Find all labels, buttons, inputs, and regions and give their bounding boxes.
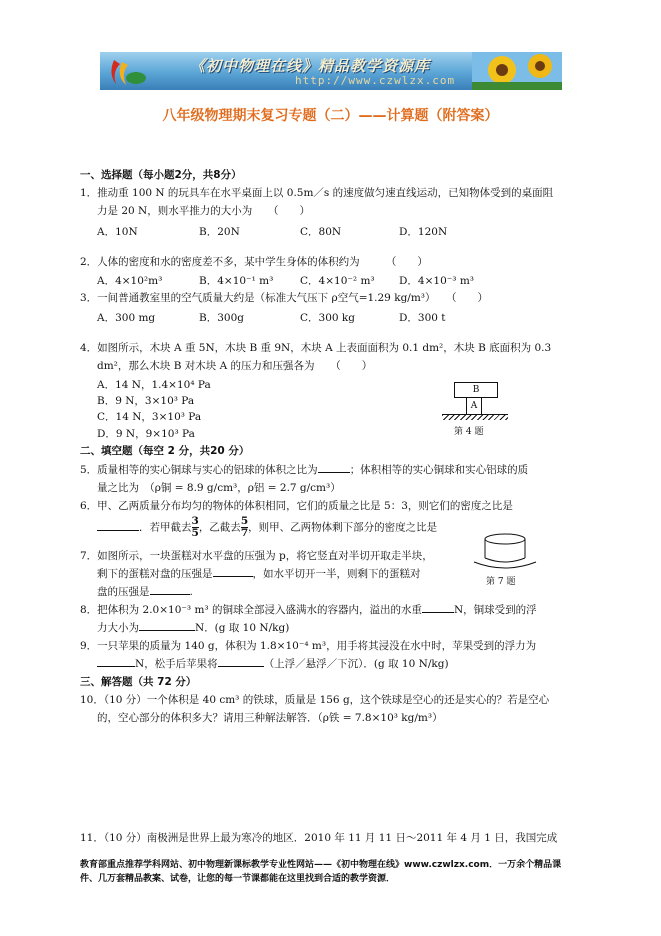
question-fragment: （上浮／悬浮／下沉）．(g 取 10 N/kg) (263, 658, 449, 670)
answer-blank[interactable] (218, 656, 264, 667)
option: A．10N (97, 226, 138, 238)
question-text: 力是 20 N，则水平推力的大小为 （ ） (97, 205, 310, 217)
fraction-numerator: 3 (191, 515, 199, 527)
option: D．120N (399, 226, 448, 238)
answer-blank[interactable] (150, 584, 190, 595)
fraction (192, 516, 199, 539)
banner-title: 《初中物理在线》精品教学资源库 (190, 57, 431, 75)
question-fragment: 盘的压强是 (97, 586, 150, 598)
question-fragment: ，如水平切开一半，则剩下的蛋糕对 (252, 568, 421, 580)
question-text (97, 656, 449, 671)
question-text: 10．（10 分）一个体积是 40 cm³ 的铁球，质量是 156 g，这个铁球是空心的还是实心的？若是空心 (80, 694, 550, 706)
question-fragment: . (189, 586, 193, 598)
question-text (97, 566, 421, 581)
answer-blank[interactable] (97, 656, 135, 667)
option: A．14 N，1.4×10⁴ Pa (97, 379, 211, 391)
fraction-denominator: 7 (240, 527, 249, 539)
question-text: 的，空心部分的体积多大？请用三种解法解答．（ρ铁 = 7.8×10³ kg/m³） (97, 712, 443, 724)
option: B．4×10⁻¹ m³ (199, 275, 274, 287)
question-text: 3．一间普通教室里的空气质量大约是（标准大气压下 ρ空气=1.29 kg/m³） （ ） (80, 292, 488, 304)
cake-drawing (470, 530, 540, 576)
question-text: 11．（10 分）南极洲是世界上最为寒冷的地区．2010 年 11 月 11 日～2011 年 4 月 1 日，我国完成 (80, 832, 558, 844)
question-text: 1．推动重 100 N 的玩具车在水平桌面上以 0.5m／s 的速度做匀速直线运动，已知物体受到的桌面阻 (80, 187, 554, 199)
option: A．300 mg (97, 312, 156, 324)
footer-line: 教育部重点推荐学科网站、初中物理新课标教学专业性网站——《初中物理在线》www.czwlzx.com．一万余个精品课 (80, 860, 562, 870)
section-heading: 二、填空题（每空 2 分，共20 分） (80, 445, 250, 457)
ground-hatch (442, 415, 508, 420)
header-banner (100, 52, 562, 90)
fraction-denominator: 5 (191, 527, 199, 539)
option: D．4×10⁻³ m³ (399, 275, 475, 287)
answer-blank[interactable] (97, 520, 139, 531)
question-fragment: ；体积相等的实心铜球和实心铝球的质 (349, 464, 529, 476)
fraction-numerator: 5 (240, 515, 249, 527)
question-text (97, 516, 437, 539)
question-fragment: 力大小为 (97, 622, 139, 634)
banner-url[interactable]: http://www.czwlzx.com (295, 74, 456, 87)
answer-blank[interactable] (422, 602, 454, 613)
figure-7 (470, 530, 540, 588)
option: D．9 N，9×10³ Pa (97, 428, 195, 440)
answer-blank[interactable] (213, 566, 253, 577)
sunflower-icon (472, 52, 562, 90)
question-text (80, 462, 528, 477)
section-heading: 一、选择题（每小题2分，共8分） (80, 169, 242, 181)
option: C．14 N，3×10³ Pa (97, 411, 202, 423)
option: C．80N (300, 226, 342, 238)
question-fragment: ．若甲截去 (139, 521, 192, 534)
answer-blank[interactable] (139, 620, 195, 631)
option: C．4×10⁻² m³ (300, 275, 375, 287)
question-fragment: N．(g 取 10 N/kg) (195, 622, 290, 634)
question-text: 4．如图所示，木块 A 重 5N，木块 B 重 9N，木块 A 上表面面积为 0.1 dm²，木块 B 底面积为 0.3 (80, 342, 552, 354)
question-text (97, 620, 289, 635)
question-text: dm²，那么木块 B 对木块 A 的压力和压强各为 （ ） (97, 360, 373, 372)
question-fragment: 剩下的蛋糕对盘的压强是 (97, 568, 213, 580)
question-fragment: N，铜球受到的浮 (453, 604, 537, 616)
section-heading: 三、解答题（共 72 分） (80, 676, 197, 688)
question-text: 9．一只苹果的质量为 140 g，体积为 1.8×10⁻⁴ m³，用手将其浸没在水中时，苹果受到的浮力为 (80, 640, 537, 652)
answer-blank[interactable] (318, 462, 350, 473)
block-a: A (466, 397, 482, 415)
option: A．4×10²m³ (97, 275, 163, 287)
figure-caption: 第 7 题 (486, 577, 516, 587)
question-text: 2．人体的密度和水的密度差不多，某中学生身体的体积约为 （ ） (80, 256, 428, 268)
question-text: 量之比为 （ρ铜 = 8.9 g/cm³，ρ铝 = 2.7 g/cm³） (97, 482, 341, 494)
question-fragment: N，松手后苹果将 (135, 658, 218, 670)
question-fragment: 8．把体积为 2.0×10⁻³ m³ 的铜球全部浸入盛满水的容器内，溢出的水重 (80, 604, 422, 616)
question-text (80, 602, 537, 617)
figure-caption: 第 4 题 (454, 427, 484, 437)
question-text (97, 584, 193, 599)
question-fragment: 5．质量相等的实心铜球与实心的铝球的体积之比为 (80, 464, 318, 476)
logo-icon (106, 56, 150, 88)
page-title: 八年级物理期末复习专题（二）——计算题（附答案） (162, 108, 499, 124)
option: D．300 t (399, 312, 446, 324)
figure-4 (440, 380, 510, 440)
footer-line: 件、几万套精品教案、试卷，让您的每一节课都能在这里找到合适的教学资源． (80, 874, 396, 884)
option: C．300 kg (300, 312, 355, 324)
question-text: 7．如图所示，一块蛋糕对水平盘的压强为 p，将它竖直对半切开取走半块， (80, 550, 433, 562)
block-b: B (454, 382, 498, 398)
option: B．300g (199, 312, 244, 324)
question-fragment: ，则甲、乙两物体剩下部分的密度之比是 (248, 521, 438, 534)
option: B．20N (199, 226, 240, 238)
question-text: 6．甲、乙两质量分布均匀的物体的体积相同，它们的质量之比是 5：3，则它们的密度之比是 (80, 500, 513, 512)
option: B．9 N，3×10³ Pa (97, 395, 195, 407)
question-fragment: ，乙截去 (198, 521, 241, 534)
